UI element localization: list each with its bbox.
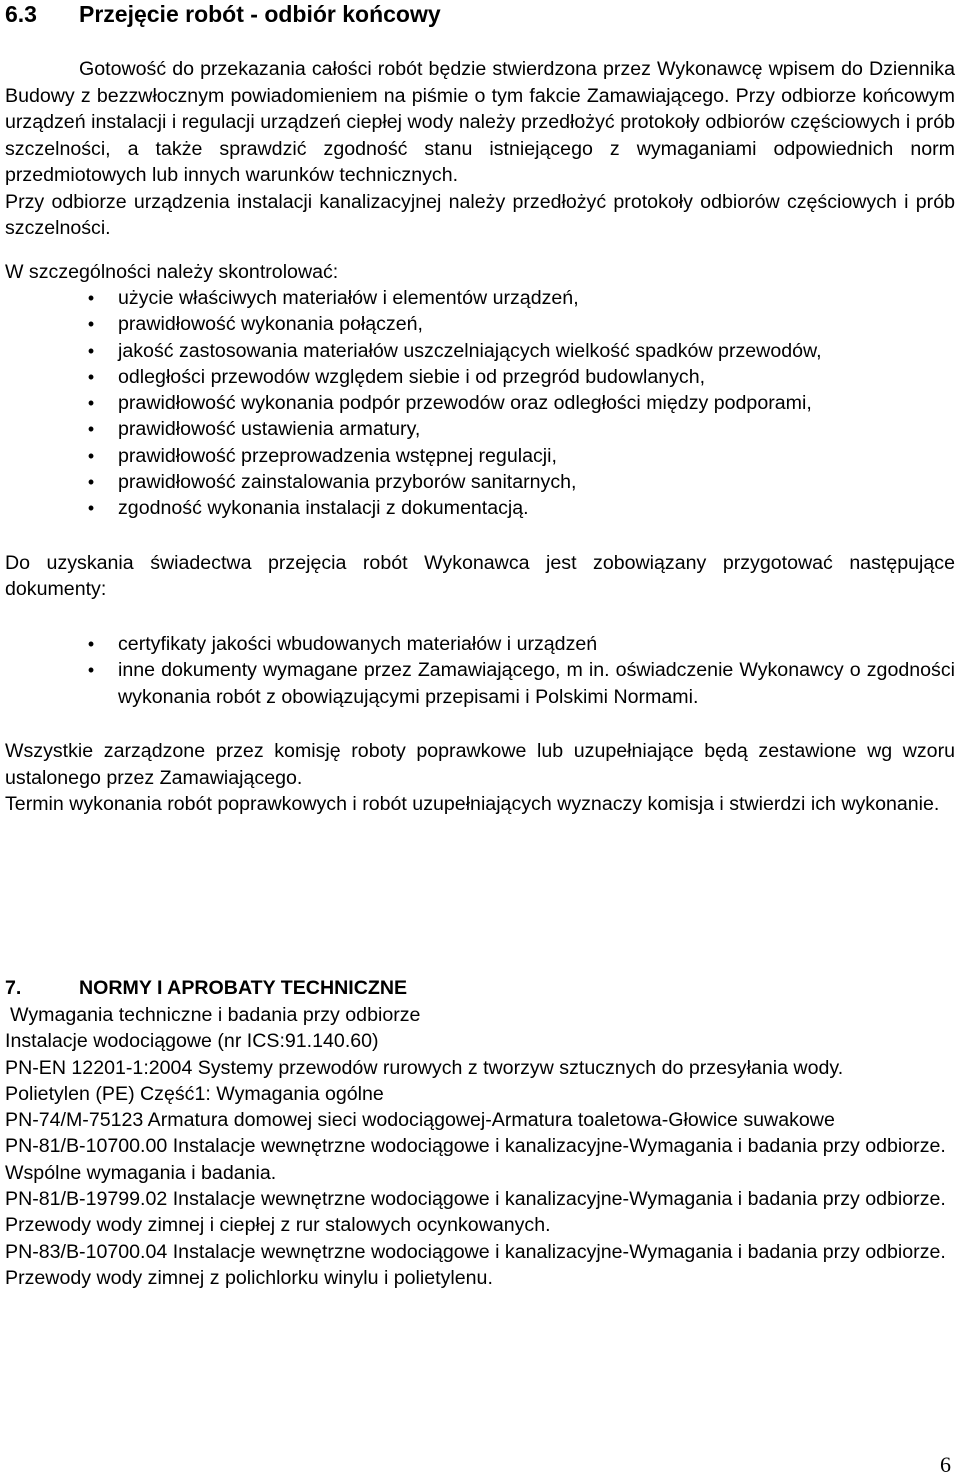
- list-item: • prawidłowość zainstalowania przyborów sanitarnych,: [5, 469, 955, 495]
- norms-number: 7.: [5, 977, 22, 999]
- bullet-icon: •: [87, 498, 95, 519]
- norm-line: PN-EN 12201-1:2004 Systemy przewodów rurowych z tworzyw sztucznych do przesyłania wody.: [5, 1056, 844, 1079]
- bullet-icon: •: [87, 419, 95, 440]
- bullet-icon: •: [87, 393, 95, 414]
- list-item: • prawidłowość wykonania podpór przewodów oraz odległości między podporami,: [5, 390, 955, 416]
- norm-line: PN-81/B-10700.00 Instalacje wewnętrzne wodociągowe i kanalizacyjne-Wymagania i badania przy odbiorze. Wspólne wymagania i badania.: [5, 1135, 946, 1184]
- list-item: • prawidłowość wykonania połączeń,: [5, 311, 955, 337]
- paragraph-corrections: Wszystkie zarządzone przez komisję roboty poprawkowe lub uzupełniające będą zestawione wg wzoru ustalonego przez Zamawiającego.: [5, 740, 955, 789]
- section-body: [5, 56, 955, 818]
- list-item: • odległości przewodów względem siebie i od przegród budowlanych,: [5, 364, 955, 390]
- norm-line: PN-81/B-19799.02 Instalacje wewnętrzne wodociągowe i kanalizacyjne-Wymagania i badania przy odbiorze. Przewody wody zimnej i ciepłej z rur stalowych ocynkowanych.: [5, 1188, 946, 1237]
- bullet-icon: •: [87, 314, 95, 335]
- norms-heading: [5, 975, 407, 1001]
- bullet-icon: •: [87, 340, 95, 361]
- paragraph-sewage-acceptance: Przy odbiorze urządzenia instalacji kanalizacyjnej należy przedłożyć protokoły odbiorów częściowych i prób szczelności.: [5, 190, 955, 239]
- bullet-icon: •: [87, 445, 95, 466]
- list-item: • inne dokumenty wymagane przez Zamawiającego, m in. oświadczenie Wykonawcy o zgodności wykonania robót z obowiązującymi przepisami i Polskimi Normami.: [5, 657, 955, 710]
- bullet-icon: •: [87, 366, 95, 387]
- page-number: 6: [940, 1452, 951, 1477]
- checklist: [5, 285, 955, 522]
- norm-line: Polietylen (PE) Część1: Wymagania ogólne: [5, 1082, 384, 1105]
- list-item: • prawidłowość przeprowadzenia wstępnej regulacji,: [5, 443, 955, 469]
- list-item: • jakość zastosowania materiałów uszczelniających wielkość spadków przewodów,: [5, 338, 955, 364]
- list-item: • prawidłowość ustawienia armatury,: [5, 416, 955, 442]
- norm-line: PN-83/B-10700.04 Instalacje wewnętrzne wodociągowe i kanalizacyjne-Wymagania i badania przy odbiorze. Przewody wody zimnej z polichlorku winylu i polietylenu.: [5, 1240, 946, 1289]
- norm-line: Wymagania techniczne i badania przy odbiorze: [10, 1004, 421, 1026]
- bullet-icon: •: [87, 660, 95, 681]
- paragraph-readiness: Gotowość do przekazania całości robót będzie stwierdzona przez Wykonawcę wpisem do Dziennika Budowy z bezzwłocznym powiadomieniem na piśmie o tym fakcie Zamawiającego. Przy odbiorze końcowym urządzeń instalacji i regulacji urządzeń ciepłej wody należy przedłożyć protokoły odbiorów częściowych i prób szczelności, a także sprawdzić zgodność stanu istniejącego z wymaganiami odpowiednich norm przedmiotowych lub innych warunków technicznych.: [5, 58, 955, 186]
- paragraph-checklist-intro: W szczególności należy skontrolować:: [5, 260, 339, 283]
- list-item: • certyfikaty jakości wbudowanych materiałów i urządzeń: [5, 631, 955, 658]
- norms-title: NORMY I APROBATY TECHNICZNE: [79, 977, 408, 999]
- paragraph-documents-intro: Do uzyskania świadectwa przejęcia robót Wykonawca jest zobowiązany przygotować następujące dokumenty:: [5, 551, 955, 601]
- norm-line: PN-74/M-75123 Armatura domowej sieci wodociągowej-Armatura toaletowa-Głowice suwakowe: [5, 1109, 835, 1132]
- section-number: 6.3: [5, 1, 37, 27]
- norm-line: Instalacje wodociągowe (nr ICS:91.140.60): [5, 1030, 379, 1053]
- bullet-icon: •: [87, 633, 95, 654]
- bullet-icon: •: [87, 288, 95, 308]
- paragraph-deadline: Termin wykonania robót poprawkowych i robót uzupełniających wyznaczy komisja i stwierdzi ich wykonanie.: [5, 793, 940, 816]
- section-heading: [5, 0, 441, 28]
- bullet-icon: •: [87, 472, 95, 493]
- section-title: Przejęcie robót - odbiór końcowy: [79, 1, 441, 27]
- documents-list: [5, 631, 955, 711]
- norms-list: [5, 1002, 955, 1291]
- list-item: • użycie właściwych materiałów i elementów urządzeń,: [5, 285, 955, 311]
- list-item: • zgodność wykonania instalacji z dokumentacją.: [5, 495, 955, 521]
